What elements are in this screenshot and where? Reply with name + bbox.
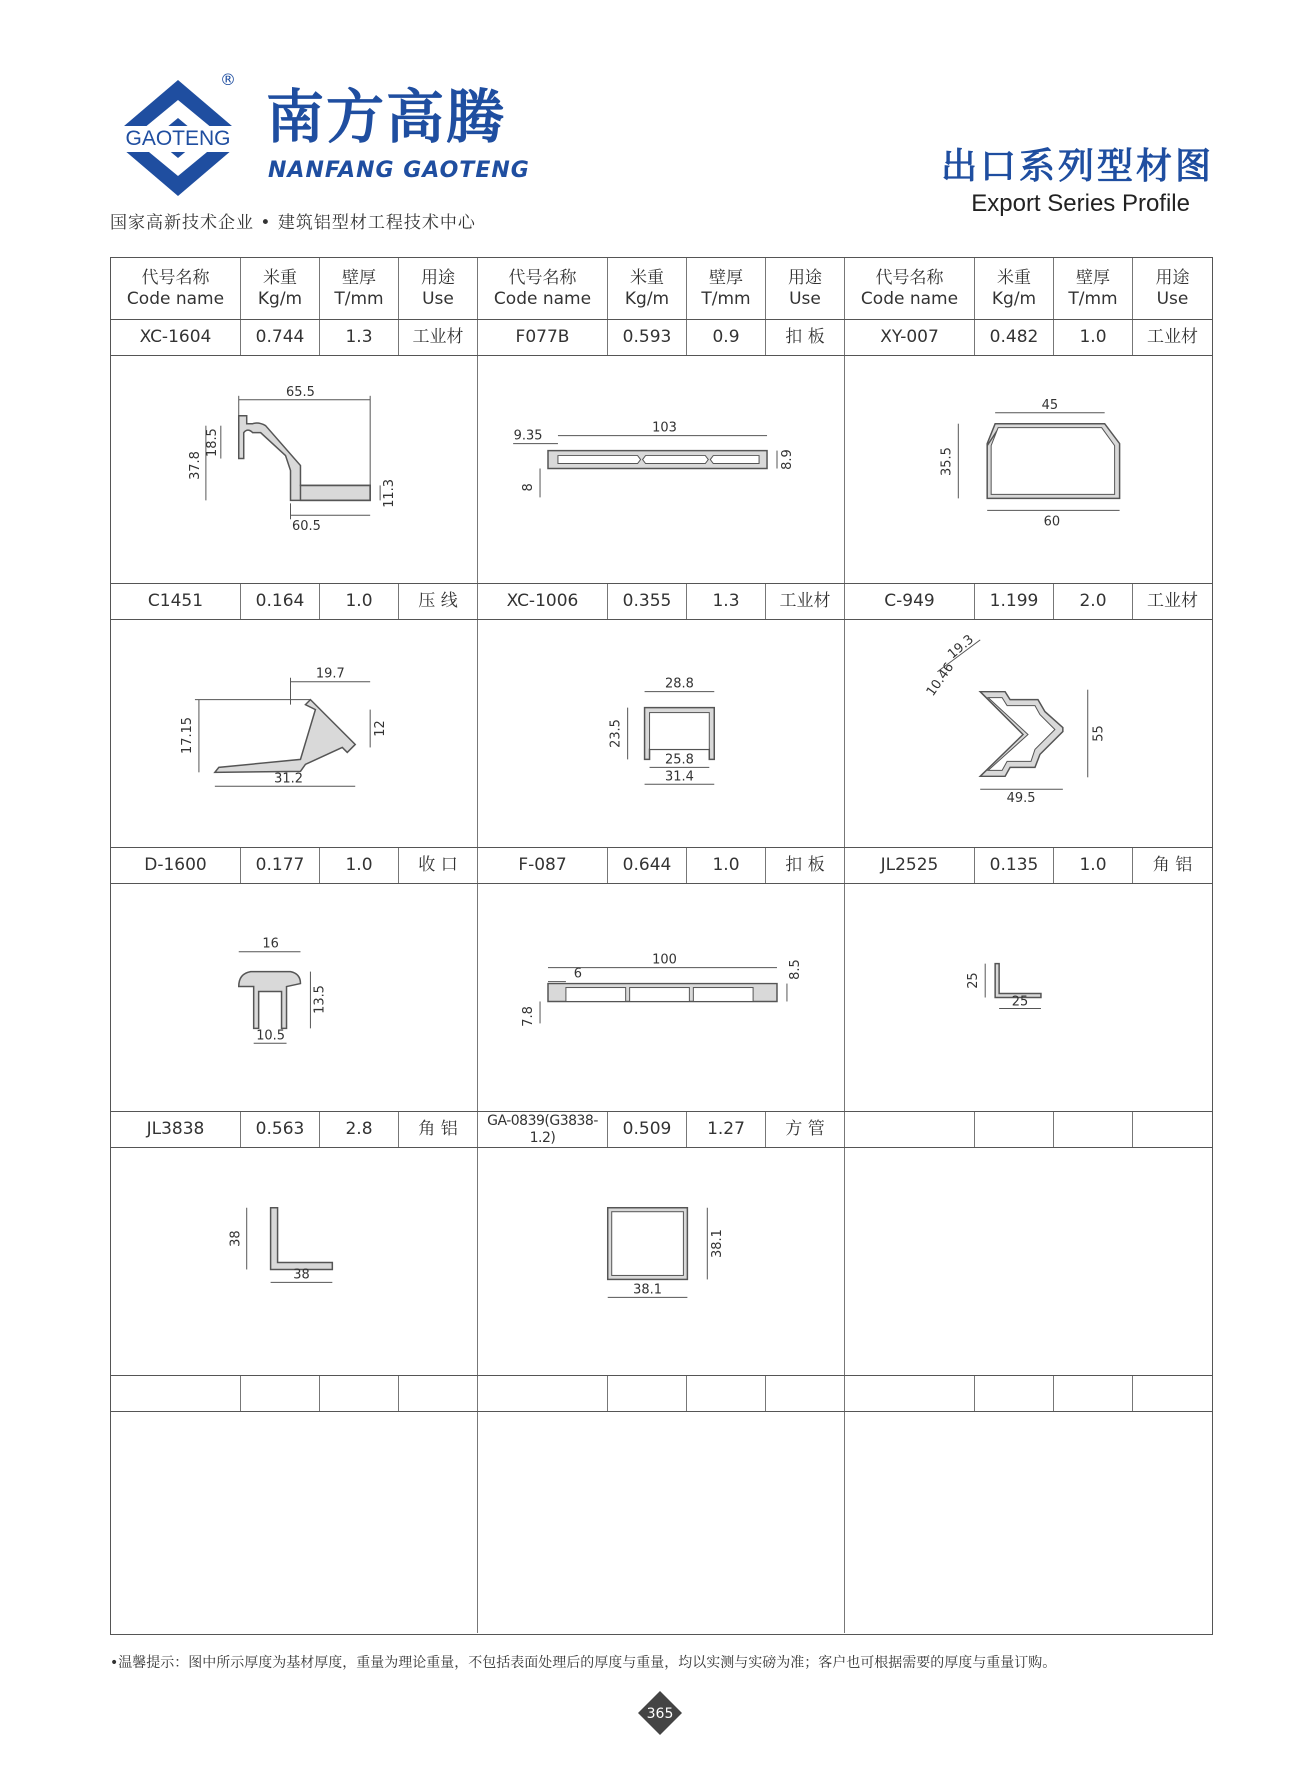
col-label-cn: 壁厚 (709, 268, 743, 289)
dimension-label: 28.8 (665, 676, 694, 692)
page-number: 365 (646, 1706, 674, 1722)
col-label-en: T/mm (1068, 288, 1118, 309)
code-cell: C-949 (845, 584, 975, 619)
col-label-cn: 壁厚 (342, 268, 376, 289)
col-label-en: Kg/m (624, 288, 670, 309)
dimension-label: 23.5 (608, 719, 624, 748)
col-code-name (478, 258, 608, 319)
col-code-name (111, 258, 241, 319)
dimension-label: 10.5 (256, 1028, 286, 1044)
col-label-en: Use (422, 288, 454, 309)
thickness-cell (1054, 1112, 1133, 1147)
table-row (111, 1112, 1212, 1148)
col-label-cn: 代号名称 (141, 268, 210, 289)
use-cell (766, 1376, 845, 1411)
weight-cell (241, 1376, 320, 1411)
thickness-cell (687, 1376, 766, 1411)
weight-cell: 0.509 (608, 1112, 687, 1147)
dimension-label: 10.46 (923, 660, 958, 700)
drawing-row (111, 884, 1212, 1112)
table-header-row (111, 258, 1212, 320)
page-number-badge (637, 1690, 683, 1736)
col-use (766, 258, 845, 319)
tagline: 国家高新技术企业 • 建筑铝型材工程技术中心 (110, 213, 476, 233)
col-label-en: Use (789, 288, 821, 309)
table-row (111, 584, 1212, 620)
use-cell: 角 铝 (399, 1112, 478, 1147)
dimension-label: 38 (293, 1267, 310, 1283)
weight-cell (975, 1376, 1054, 1411)
use-cell (1133, 1112, 1212, 1147)
drawing-row (111, 356, 1212, 584)
company-logo (108, 78, 248, 198)
col-label-en: Code name (860, 288, 959, 309)
col-use (399, 258, 478, 319)
dimension-label: 38.1 (710, 1229, 726, 1258)
dimension-label: 6 (573, 966, 582, 982)
col-weight (241, 258, 320, 319)
weight-cell: 0.644 (608, 848, 687, 883)
dimension-label: 7.8 (521, 1006, 537, 1027)
dimension-label: 8.9 (779, 449, 795, 470)
use-cell: 工业材 (766, 584, 845, 619)
page-title-cn: 出口系列型材图 (940, 146, 1214, 187)
weight-cell: 0.177 (241, 848, 320, 883)
thickness-cell: 2.8 (320, 1112, 399, 1147)
profile-drawing-d-1600 (111, 884, 478, 1111)
dimension-label: 8 (521, 483, 537, 492)
empty-drawing-cell (845, 1412, 1212, 1633)
dimension-label: 38 (228, 1230, 244, 1247)
profile-drawing-f-087 (478, 884, 845, 1111)
profile-drawing-xc-1604 (111, 356, 478, 583)
code-cell (845, 1112, 975, 1147)
weight-cell: 0.355 (608, 584, 687, 619)
weight-cell: 0.482 (975, 320, 1054, 355)
dimension-label: 31.4 (665, 769, 694, 785)
use-cell: 收 口 (399, 848, 478, 883)
table-row (111, 1376, 1212, 1412)
thickness-cell: 1.0 (1054, 848, 1133, 883)
col-label-en: T/mm (701, 288, 751, 309)
empty-drawing-cell (478, 1412, 845, 1633)
table-row (111, 320, 1212, 356)
page-title-en: Export Series Profile (971, 190, 1190, 217)
drawing-row (111, 1412, 1212, 1633)
code-cell: JL3838 (111, 1112, 241, 1147)
dimension-label: 19.3 (945, 632, 977, 663)
col-label-cn: 米重 (263, 268, 297, 289)
weight-cell: 0.744 (241, 320, 320, 355)
col-label-cn: 用途 (1155, 268, 1190, 289)
col-weight (608, 258, 687, 319)
profile-drawing-ga-0839 (478, 1148, 845, 1375)
weight-cell: 0.563 (241, 1112, 320, 1147)
dimension-label: 11.3 (382, 478, 398, 508)
profile-drawing-f077b (478, 356, 845, 583)
col-use (1133, 258, 1212, 319)
drawing-row (111, 620, 1212, 848)
col-label-en: Kg/m (991, 288, 1037, 309)
col-label-en: Use (1156, 288, 1189, 309)
dimension-label: 65.5 (286, 384, 315, 400)
use-cell: 工业材 (399, 320, 478, 355)
code-cell (478, 1376, 608, 1411)
dimension-label: 13.5 (312, 985, 328, 1014)
code-cell: JL2525 (845, 848, 975, 883)
thickness-cell: 1.27 (687, 1112, 766, 1147)
dimension-label: 25 (1011, 994, 1029, 1010)
col-label-cn: 用途 (421, 268, 455, 289)
use-cell: 方 管 (766, 1112, 845, 1147)
dimension-label: 25.8 (665, 752, 694, 768)
table-row (111, 848, 1212, 884)
profile-drawing-xc-1006 (478, 620, 845, 847)
col-label-en: Code name (493, 288, 592, 309)
code-cell: F-087 (478, 848, 608, 883)
profile-table (110, 257, 1213, 1635)
use-cell (1133, 1376, 1212, 1411)
col-weight (975, 258, 1054, 319)
use-cell: 工业材 (1147, 591, 1198, 612)
drawing-row (111, 1148, 1212, 1376)
dimension-label: 16 (262, 936, 279, 952)
code-cell: XC-1006 (478, 584, 608, 619)
profile-drawing-c1451 (111, 620, 478, 847)
use-cell (399, 1376, 478, 1411)
code-cell: XC-1604 (111, 320, 241, 355)
col-label-en: Kg/m (257, 288, 303, 309)
col-code-name (845, 258, 975, 319)
thickness-cell: 1.0 (1054, 320, 1133, 355)
thickness-cell: 1.0 (320, 848, 399, 883)
dimension-label: 38.1 (633, 1282, 662, 1298)
profile-drawing-xy-007 (845, 356, 1212, 583)
weight-cell (608, 1376, 687, 1411)
use-cell: 角 铝 (1152, 855, 1193, 876)
thickness-cell: 1.0 (320, 584, 399, 619)
col-label-cn: 用途 (788, 268, 822, 289)
col-label-cn: 米重 (630, 268, 664, 289)
dimension-label: 17.15 (179, 716, 195, 755)
dimension-label: 18.5 (204, 428, 220, 458)
thickness-cell: 1.3 (687, 584, 766, 619)
logo-text: GAOTENG (125, 127, 231, 150)
col-thickness (320, 258, 399, 319)
registered-mark: ® (220, 70, 236, 89)
dimension-label: 31.2 (274, 771, 303, 787)
use-cell: 扣 板 (766, 848, 845, 883)
brand-name-en: NANFANG GAOTENG (268, 158, 530, 183)
dimension-label: 60.5 (292, 519, 321, 535)
col-label-cn: 壁厚 (1076, 268, 1110, 289)
brand-name-cn: 南方高腾 (266, 83, 507, 151)
dimension-label: 8.5 (787, 959, 803, 980)
profile-drawing-c-949 (845, 620, 1212, 847)
weight-cell: 0.164 (241, 584, 320, 619)
code-cell: XY-007 (845, 320, 975, 355)
use-cell: 扣 板 (766, 320, 845, 355)
dimension-label: 49.5 (1006, 791, 1036, 807)
col-label-en: Code name (126, 288, 225, 309)
weight-cell: 1.199 (975, 584, 1054, 619)
code-cell: C1451 (111, 584, 241, 619)
code-cell (845, 1376, 975, 1411)
dimension-label: 45 (1041, 397, 1059, 413)
col-label-cn: 代号名称 (508, 268, 577, 289)
col-label-en: T/mm (334, 288, 384, 309)
thickness-cell: 1.3 (320, 320, 399, 355)
code-cell (111, 1376, 241, 1411)
dimension-label: 37.8 (187, 451, 203, 480)
dimension-label: 9.35 (513, 428, 543, 444)
thickness-cell: 1.0 (687, 848, 766, 883)
dimension-label: 55 (1091, 725, 1107, 742)
thickness-cell: 2.0 (1054, 584, 1133, 619)
dimension-label: 60 (1043, 514, 1061, 530)
use-cell: 工业材 (1147, 327, 1198, 348)
footnote: •温馨提示：图中所示厚度为基材厚度，重量为理论重量，不包括表面处理后的厚度与重量，均以实测与实磅为准；客户也可根据需要的厚度与重量订购。 (110, 1655, 1057, 1671)
col-label-cn: 米重 (997, 268, 1031, 289)
thickness-cell (320, 1376, 399, 1411)
use-cell: 压 线 (399, 584, 478, 619)
dimension-label: 35.5 (939, 447, 955, 476)
weight-cell: 0.593 (608, 320, 687, 355)
col-thickness (687, 258, 766, 319)
code-cell: GA-0839(G3838-1.2) (478, 1112, 608, 1147)
col-label-cn: 代号名称 (875, 268, 944, 289)
code-cell: F077B (478, 320, 608, 355)
empty-drawing-cell (111, 1412, 478, 1633)
dimension-label: 19.7 (315, 666, 345, 682)
col-thickness (1054, 258, 1133, 319)
dimension-label: 12 (373, 720, 389, 737)
weight-cell (975, 1112, 1054, 1147)
profile-drawing-jl3838 (111, 1148, 478, 1375)
thickness-cell (1054, 1376, 1133, 1411)
code-cell: D-1600 (111, 848, 241, 883)
thickness-cell: 0.9 (687, 320, 766, 355)
dimension-label: 100 (652, 952, 677, 968)
dimension-label: 25 (966, 972, 982, 989)
weight-cell: 0.135 (975, 848, 1054, 883)
profile-drawing-jl2525 (845, 884, 1212, 1111)
dimension-label: 103 (652, 420, 677, 436)
empty-drawing-cell (845, 1148, 1212, 1375)
